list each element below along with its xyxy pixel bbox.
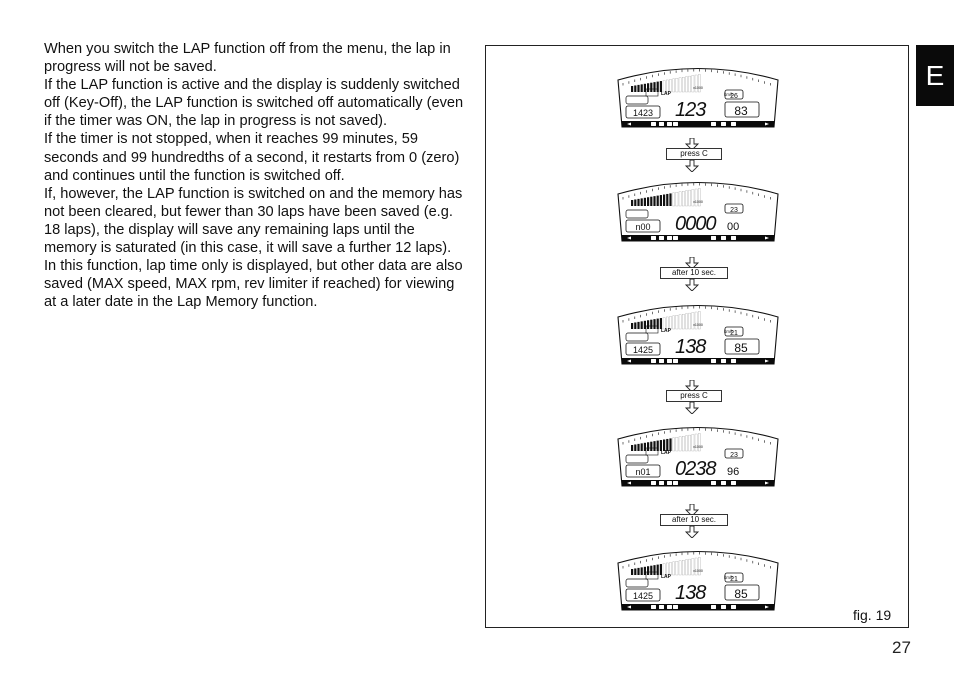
body-text	[44, 40, 469, 311]
dashboard-3	[617, 296, 779, 378]
rpm-multiplier-label: x1000	[693, 323, 703, 327]
odometer-readout: 1423	[632, 108, 654, 118]
figure-caption: fig. 19	[853, 607, 892, 623]
warning-light-icon	[673, 605, 678, 609]
section-tab: E	[916, 45, 954, 106]
down-arrow-icon	[684, 279, 700, 291]
warning-light-icon	[659, 605, 664, 609]
warning-light-strip	[622, 604, 774, 610]
warning-light-icon	[711, 122, 716, 126]
warning-light-icon	[673, 122, 678, 126]
dashboard-4	[617, 418, 779, 500]
warning-light-icon	[667, 605, 672, 609]
warning-light-icon	[731, 481, 736, 485]
warning-light-icon	[659, 359, 664, 363]
warning-light-icon	[711, 359, 716, 363]
warning-light-strip	[622, 121, 774, 127]
speed-unit-label: km/h	[724, 329, 734, 334]
warning-light-icon	[721, 236, 726, 240]
warning-light-icon	[721, 481, 726, 485]
odometer-readout: n00	[635, 222, 651, 232]
paragraph: In this function, lap time only is displayed, but other data are also saved (MAX speed, MAX rpm, rev limiter if reached) for viewing at a later date in the Lap Memory function.	[44, 258, 463, 311]
rpm-multiplier-label: x1000	[693, 200, 703, 204]
page-number: 27	[892, 638, 911, 657]
paragraph: If the timer is not stopped, when it reaches 99 minutes, 59 seconds and 99 hundredths of a second, it restarts from 0 (zero) and continues until the function is switched off.	[44, 131, 460, 184]
speed-unit-label: km/h	[724, 92, 734, 97]
step-label: press C	[666, 390, 722, 402]
main-readout: 123	[675, 99, 706, 121]
paragraph: If, however, the LAP function is switched on and the memory has not been cleared, but fewer than 30 laps have been saved (e.g. 18 laps), the display will save any remaining laps until the memory is saturated (in this case, it will save a further 12 laps).	[44, 185, 463, 257]
warning-light-icon	[667, 236, 672, 240]
warning-light-icon	[651, 122, 656, 126]
warning-light-icon	[673, 481, 678, 485]
lap-label: LAP	[661, 450, 671, 456]
main-readout: 138	[675, 582, 706, 604]
odometer-readout: n01	[635, 467, 651, 477]
lap-label: LAP	[661, 91, 671, 97]
warning-light-icon	[651, 605, 656, 609]
speed-unit-label: km/h	[724, 575, 734, 580]
odometer-readout: 1425	[632, 591, 654, 601]
paragraph: If the LAP function is active and the display is suddenly switched off (Key-Off), the LAP function is switched off automatically (even if the timer was ON, the lap in progress is not saved).	[44, 77, 464, 130]
readout-decimals: 96	[727, 466, 740, 478]
dashboard-2	[617, 173, 779, 255]
warning-light-icon	[731, 605, 736, 609]
warning-light-icon	[721, 359, 726, 363]
temperature-readout: 21	[730, 576, 738, 583]
speed-readout: 83	[734, 104, 748, 118]
warning-light-icon	[659, 481, 664, 485]
down-arrow-icon	[684, 402, 700, 414]
step-label: after 10 sec.	[660, 514, 728, 526]
warning-light-icon	[667, 359, 672, 363]
odometer-readout: 1425	[632, 345, 654, 355]
temperature-readout: 23	[730, 207, 738, 214]
lap-label: LAP	[661, 574, 671, 580]
main-readout: 0238	[675, 458, 716, 480]
temperature-readout: 21	[730, 330, 738, 337]
down-arrow-icon	[684, 526, 700, 538]
warning-light-icon	[711, 605, 716, 609]
step-label: after 10 sec.	[660, 267, 728, 279]
warning-light-icon	[721, 122, 726, 126]
warning-light-icon	[711, 481, 716, 485]
speed-readout: 85	[734, 587, 748, 601]
temperature-readout: 26	[730, 93, 738, 100]
paragraph: When you switch the LAP function off from the menu, the lap in progress will not be saved.	[44, 41, 451, 76]
rpm-multiplier-label: x1000	[693, 569, 703, 573]
warning-light-icon	[721, 605, 726, 609]
temperature-readout: 23	[730, 452, 738, 459]
warning-light-icon	[673, 359, 678, 363]
rpm-multiplier-label: x1000	[693, 86, 703, 90]
warning-light-icon	[651, 236, 656, 240]
speed-readout: 85	[734, 341, 748, 355]
warning-light-icon	[651, 359, 656, 363]
main-readout: 0000	[675, 213, 716, 235]
main-readout: 138	[675, 336, 706, 358]
warning-light-icon	[731, 122, 736, 126]
warning-light-strip	[622, 235, 774, 241]
readout-decimals: 00	[727, 221, 740, 233]
dashboard-1	[617, 59, 779, 141]
warning-light-icon	[651, 481, 656, 485]
warning-light-strip	[622, 358, 774, 364]
dashboard-5	[617, 542, 779, 624]
warning-light-strip	[622, 480, 774, 486]
warning-light-icon	[731, 236, 736, 240]
warning-light-icon	[659, 122, 664, 126]
step-label: press C	[666, 148, 722, 160]
warning-light-icon	[659, 236, 664, 240]
down-arrow-icon	[684, 160, 700, 172]
rpm-multiplier-label: x1000	[693, 445, 703, 449]
warning-light-icon	[667, 122, 672, 126]
warning-light-icon	[711, 236, 716, 240]
warning-light-icon	[731, 359, 736, 363]
warning-light-icon	[667, 481, 672, 485]
lap-label: LAP	[661, 328, 671, 334]
warning-light-icon	[673, 236, 678, 240]
